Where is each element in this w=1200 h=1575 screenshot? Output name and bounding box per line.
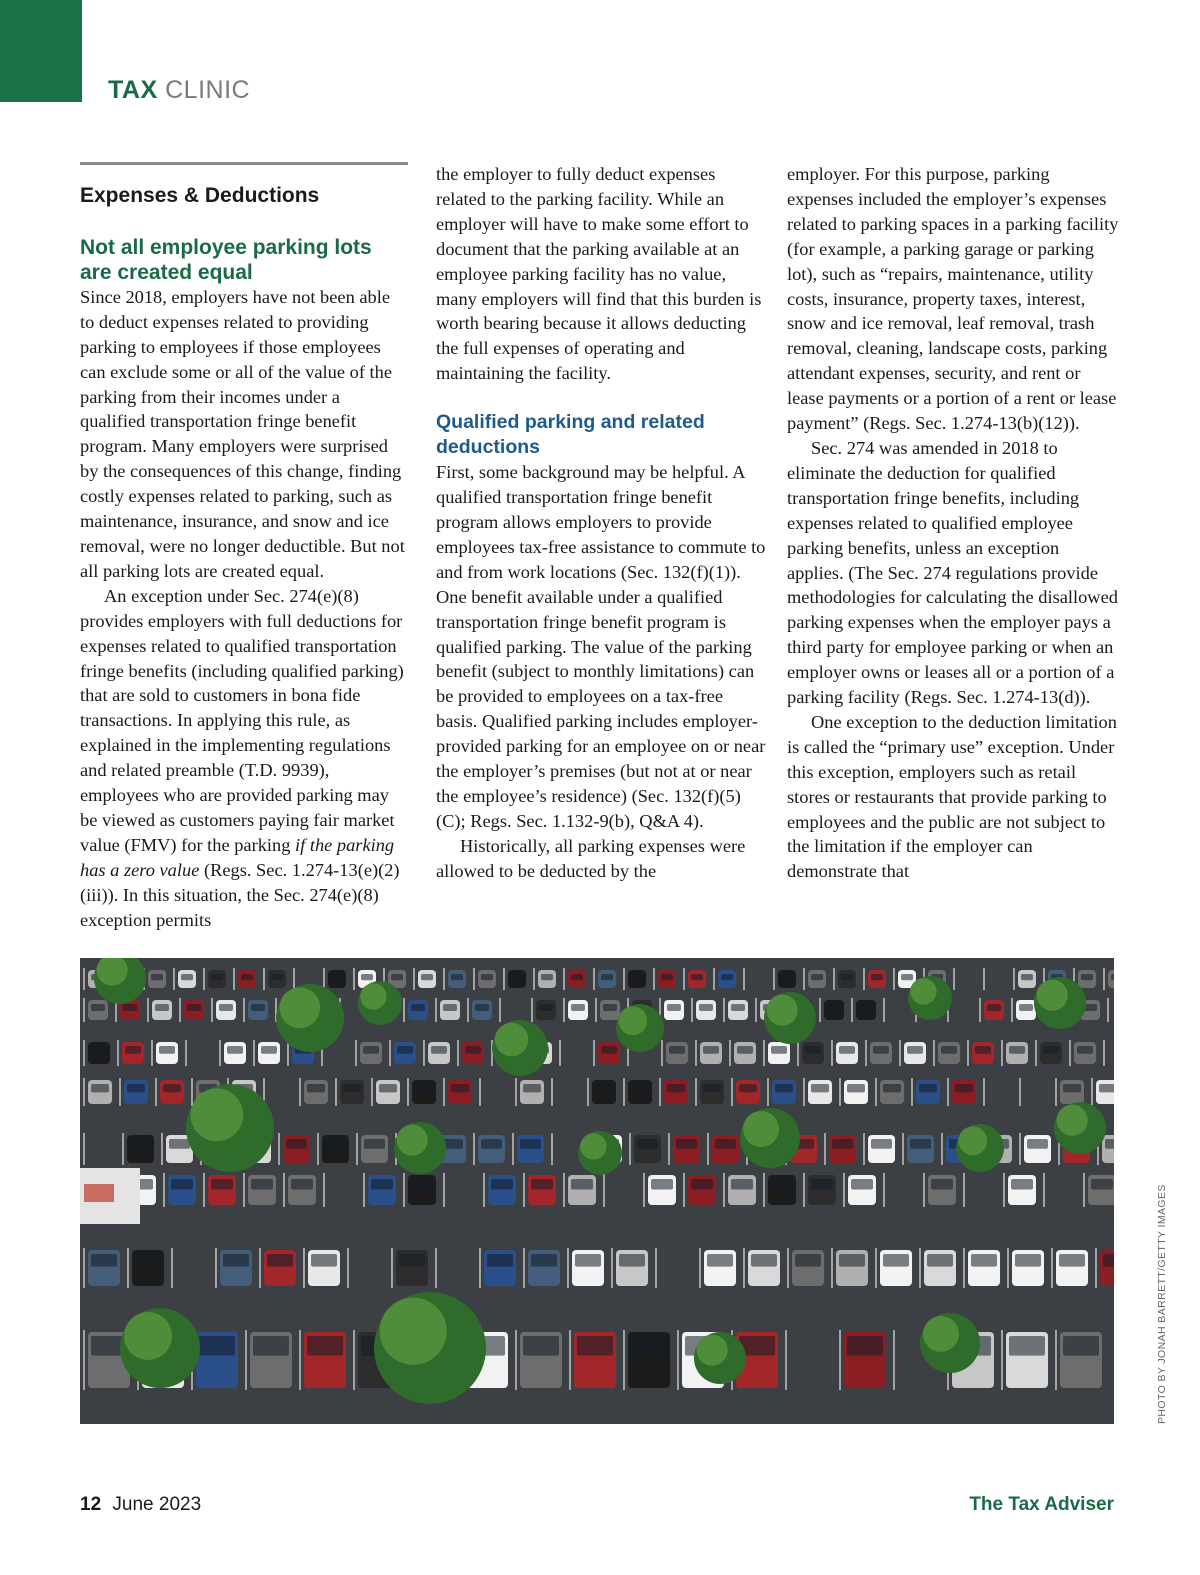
paragraph: Since 2018, employers have not been able to deduct expenses related to providing parking to employees if those employees can exclude some or all of the value of the parking from their incomes under a qualified transportation fringe benefit program. Many employers were surprised by the consequences of this change, finding costly expenses related to parking, such as maintenance, insurance, and snow and ice removal, were no longer deductible. But not all parking lots are created equal. [80,286,405,581]
article-subhead: Not all employee parking lots are created equal [80,235,372,284]
divider-rule [80,162,408,165]
header-tax: TAX [108,76,158,104]
paragraph: First, some background may be helpful. A qualified transportation fringe benefit program allows employers to provide employees tax-free assistance to commute to and from work locations (Sec. 132(f)(1)). One benefit available under a qualified transportation fringe benefit program is qualified parking. The value of the parking benefit (subject to monthly limitations) can be provided to employees on a tax-free basis. Qualified parking includes employer-provided parking for an employee on or near the employer’s premises (but not at or near the employee’s residence) (Sec. 132(f)(5)(C); Regs. Sec. 1.132-9(b), Q&A 4). [436,462,766,831]
header-clinic: CLINIC [165,76,251,104]
paragraph: An exception under Sec. 274(e)(8) provides employers with full deductions for expenses related to qualified transportation fringe benefits (including qualified parking) that are sold to customers in bona fide transactions. In applying this rule, as explained in the implementing regulations and related preamble (T.D. 9939), employees who are provided parking may be viewed as customers paying fair market value (FMV) for the parking if the parking has a zero value (Regs. Sec. 1.274-13(e)(2)(iii)). In this situation, the Sec. 274(e)(8) exception permits [80,585,404,930]
qualified-parking-subhead: Qualified parking and related deductions [436,411,705,459]
page-footer-left [80,1494,201,1516]
photo-credit: PHOTO BY JONAH BARRETT/GETTY IMAGES [1156,1184,1168,1424]
page-number: 12 [80,1494,102,1515]
article-column-3 [787,162,1120,884]
paragraph: One exception to the deduction limitation is called the “primary use” exception. Under this exception, employers such as retail stores or restaurants that provide parking to employees and the public are not subject to the limitation if the employer can demonstrate that [787,711,1117,882]
green-corner-tab [0,0,82,102]
paragraph: the employer to fully deduct expenses related to the parking facility. While an employer will have to make some effort to document that the parking available at an employee parking facility has no value, many employers will find that this burden is worth bearing because it allows deducting the full expenses of operating and maintaining the facility. [436,164,762,384]
publication-name: The Tax Adviser [969,1494,1114,1515]
section-heading: Expenses & Deductions [80,184,320,207]
paragraph: Sec. 274 was amended in 2018 to eliminate the deduction for qualified transportation fringe benefits, including expenses related to qualified employee parking benefits, unless an exception applies. (The Sec. 274 regulations provide methodologies for calculating the disallowed parking expenses when the employer pays a third party for employee parking or when an employer owns or leases all or a portion of a parking facility (Regs. Sec. 1.274-13(d)). [787,437,1118,708]
paragraph: Historically, all parking expenses were allowed to be deducted by the [436,835,746,881]
article-column-1 [80,162,408,932]
article-column-2 [436,162,766,884]
paragraph: employer. For this purpose, parking expenses included the employer’s expenses related to parking spaces in a parking facility (for example, a parking garage or parking lot), such as “repairs, maintenance, utility costs, insurance, property taxes, interest, snow and ice removal, leaf removal, trash removal, cleaning, landscape costs, parking attendant expenses, security, and rent or lease payments or a portion of a rent or lease payment” (Regs. Sec. 1.274-13(b)(12)). [787,164,1119,434]
section-header [108,76,250,105]
parking-lot-illustration [80,958,1114,1424]
issue-date: June 2023 [112,1494,202,1515]
parking-lot-photo [80,958,1114,1424]
